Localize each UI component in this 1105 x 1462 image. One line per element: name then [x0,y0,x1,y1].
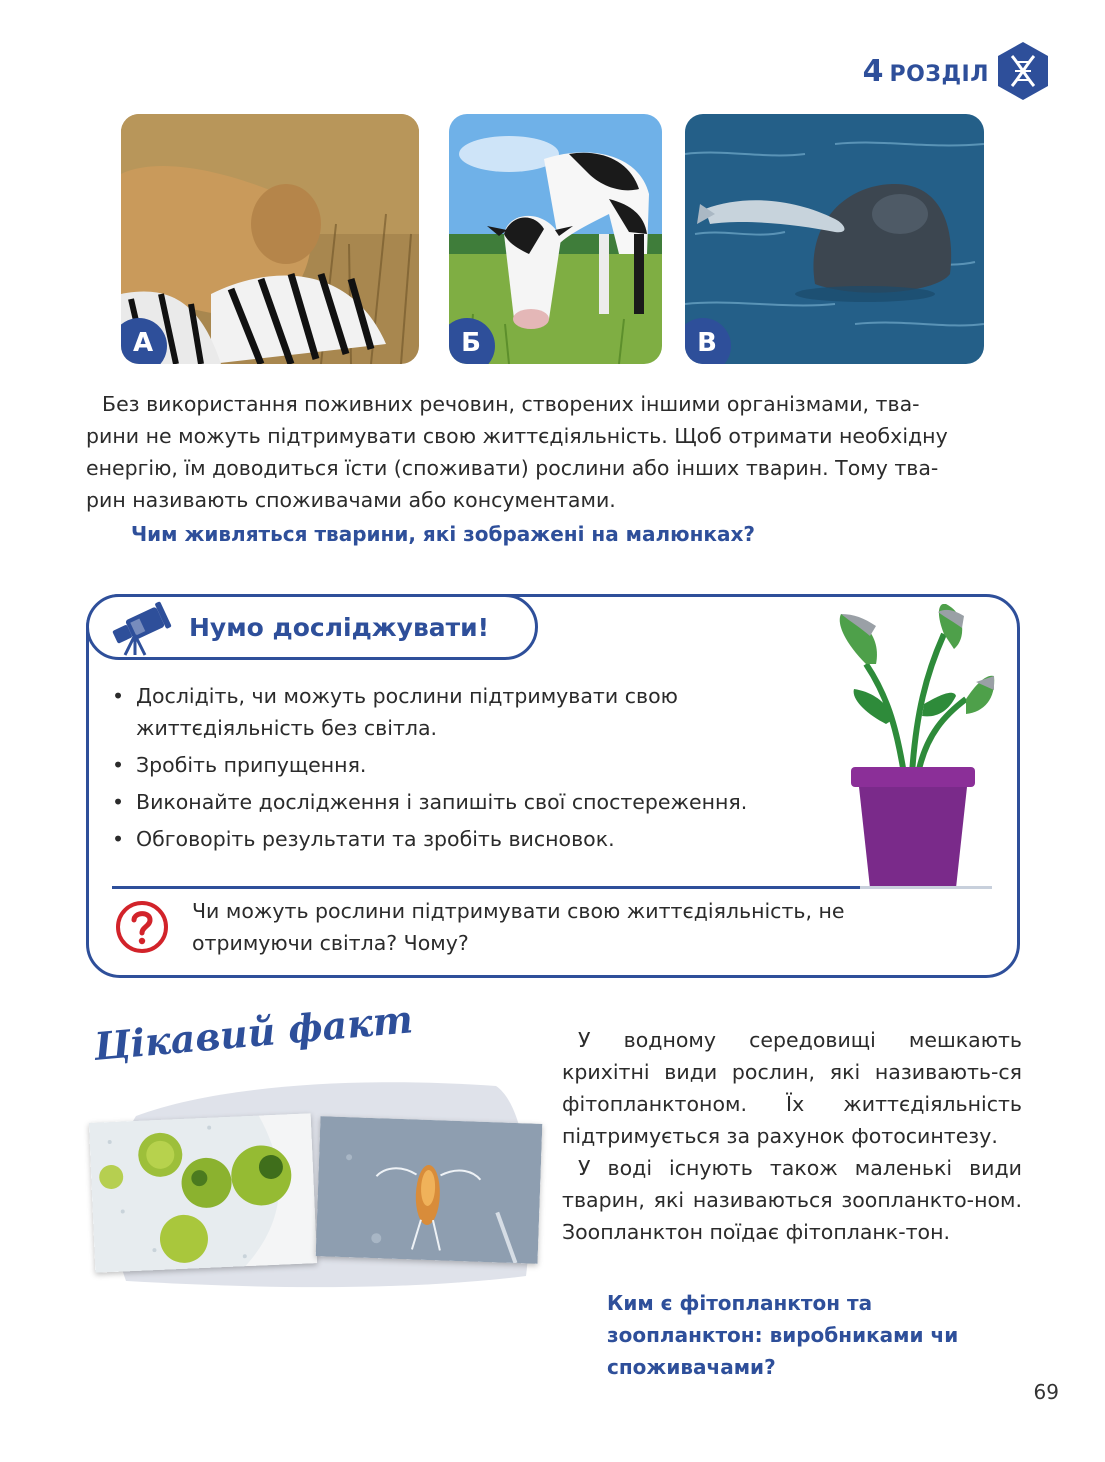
question-mark-icon [114,899,170,955]
list-item: • Обговоріть результати та зробіть висновок. [112,823,812,855]
bullet-icon: • [112,753,125,777]
list-item: • Виконайте дослідження і запишіть свої спостереження. [112,786,812,818]
list-item: • Зробіть припущення. [112,749,812,781]
zooplankton-photo [316,1116,543,1264]
phytoplankton-photo [89,1113,317,1273]
explore-header [86,594,538,660]
intro-question: Чим живляться тварини, які зображені на малюнках? [131,522,755,546]
intro-line: рин називають споживачами або консументами. [86,488,616,512]
chapter-number: 4 [862,53,884,89]
chapter-label [863,54,989,89]
explore-question-line: отримуючи світла? Чому? [192,931,469,955]
photo-letter-v: В [685,318,731,364]
fact-paragraph: У водному середовищі мешкають крихітні види рослин, які називають-ся фітопланктоном. Їх життєдіяльність підтримується за рахунок фотосинтезу. [562,1028,1022,1148]
bullet-icon: • [112,827,125,851]
intro-line: Без використання поживних речовин, створених іншими організмами, тва- [102,392,920,416]
chapter-header [863,40,1051,102]
fact-question: Ким є фітопланктон та зоопланктон: виробниками чи споживачами? [607,1291,959,1379]
chapter-word: РОЗДІЛ [889,61,989,87]
intro-line: енергію, їм доводиться їсти (споживати) рослини або інших тварин. Тому тва- [86,456,939,480]
fact-text [562,1024,1022,1248]
bullet-icon: • [112,790,125,814]
explore-question [192,895,952,959]
page-number: 69 [1033,1380,1059,1404]
list-item: • Дослідіть, чи можуть рослини підтримувати свою життєдіяльність без світла. [112,680,812,744]
fact-paragraph: У воді існують також маленькі види тварин, які називаються зоопланкто-ном. Зоопланктон поїдає фітопланк-тон. [562,1156,1022,1244]
intro-paragraph [86,388,1022,516]
telescope-icon [105,597,175,657]
explore-list [112,680,812,860]
photo-cow [449,114,662,364]
photo-lion-zebra [121,114,419,364]
intro-line: рини не можуть підтримувати свою життєдіяльність. Щоб отримати необхідну [86,424,948,448]
bullet-icon: • [112,684,125,708]
potted-plant-icon [826,604,996,890]
explore-question-line: Чи можуть рослини підтримувати свою життєдіяльність, не [192,899,845,923]
photo-seal [685,114,984,364]
fact-title: Цікавий факт [92,996,415,1069]
photo-letter-b: Б [449,318,495,364]
photo-letter-a: А [121,318,167,364]
divider-shadow [860,886,992,889]
explore-title: Нумо досліджувати! [189,612,490,642]
dna-icon [995,40,1051,102]
